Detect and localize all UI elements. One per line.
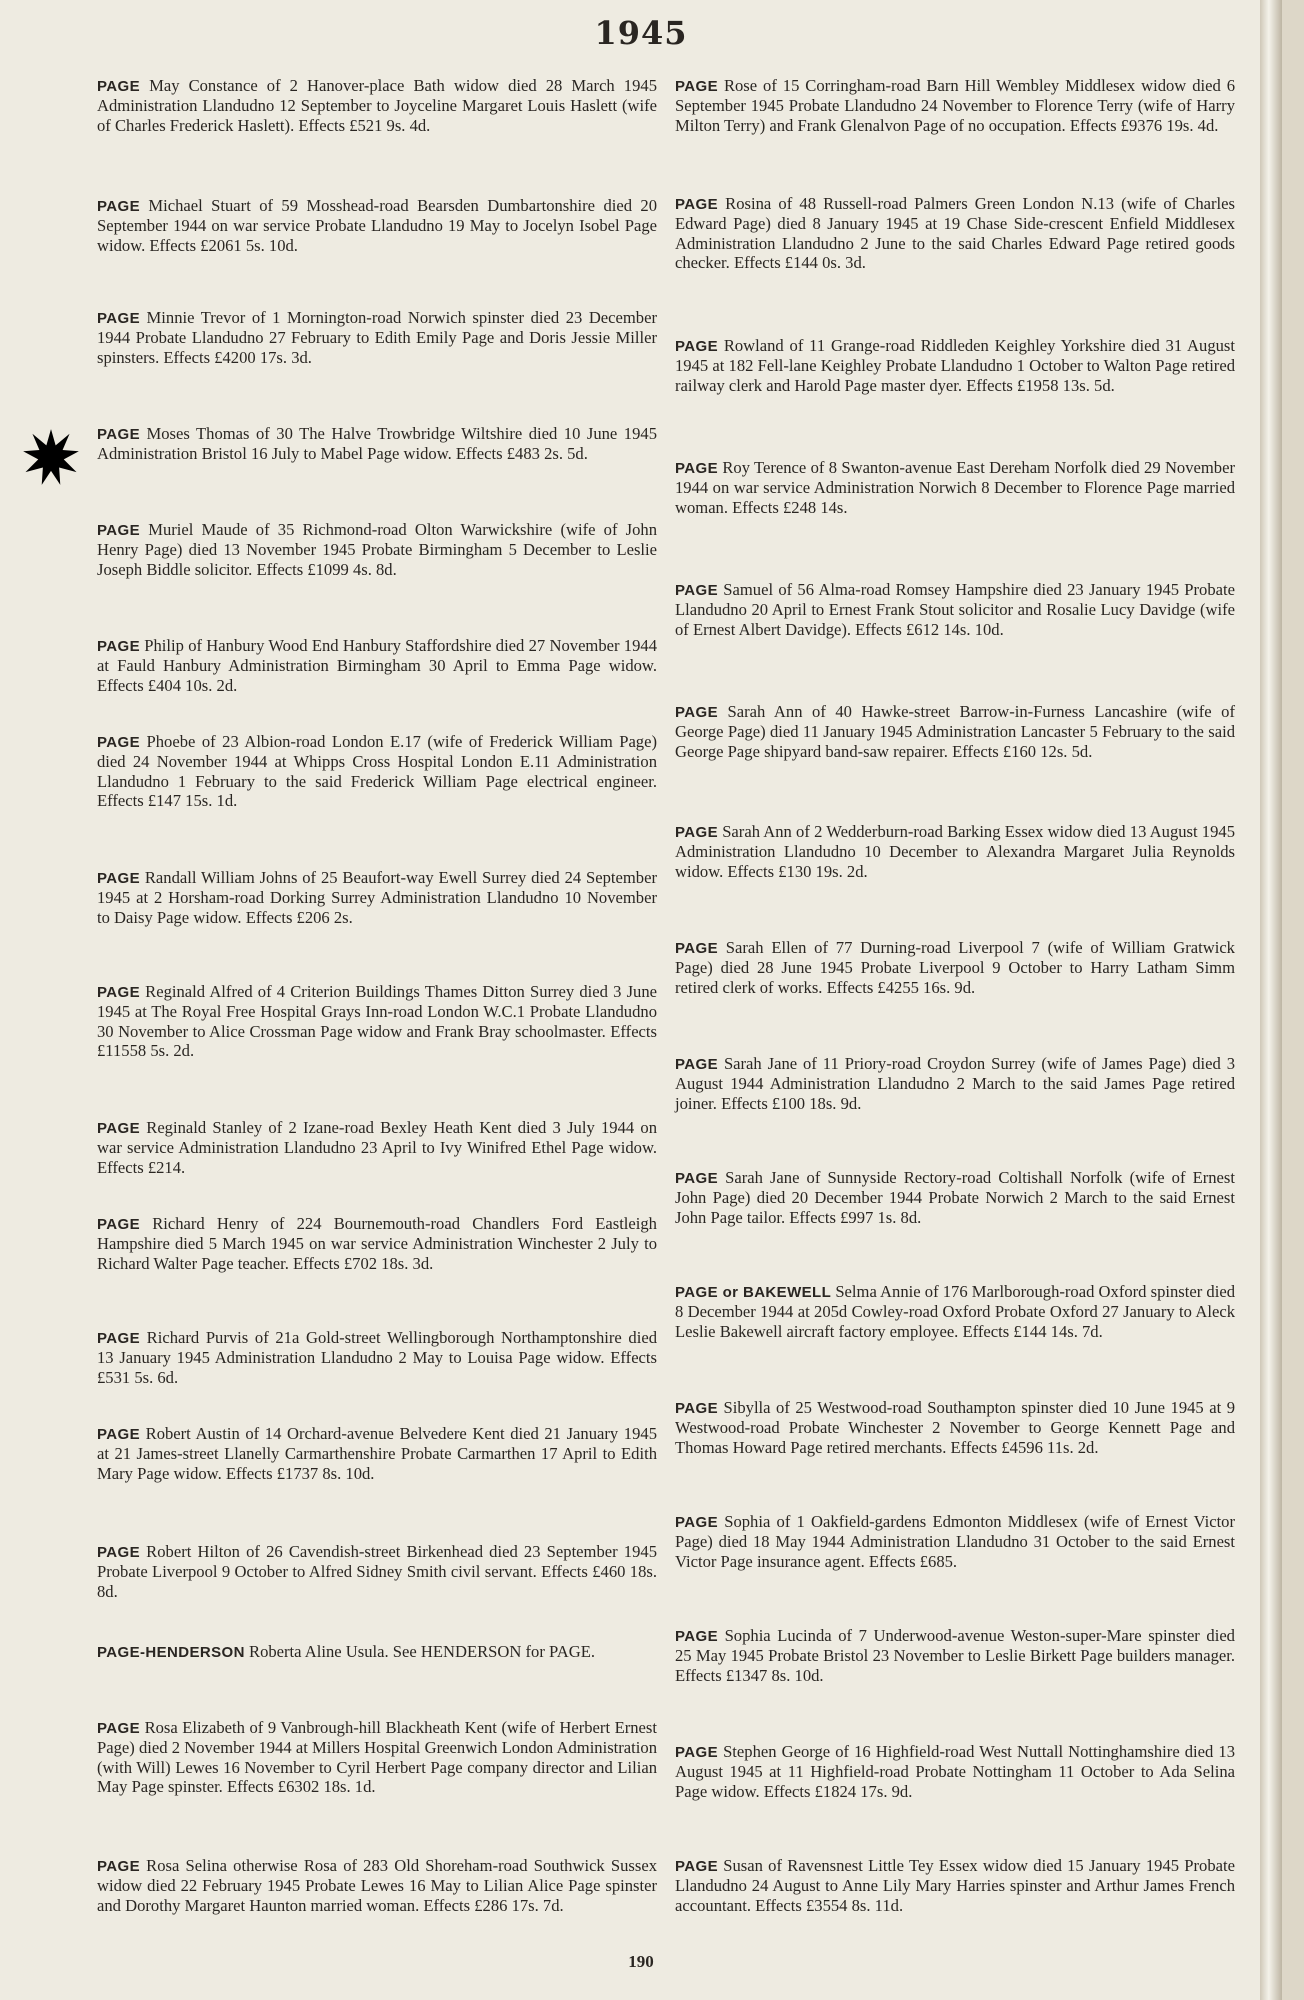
entry-text: Sarah Ann of 2 Wedderburn-road Barking Essex widow died 13 August 1945 Administration Llandudno 10 December to Alexandra Margaret Julia Reynolds widow. Effects £130 19s. 2d. bbox=[675, 822, 1235, 881]
entry-surname: PAGE bbox=[675, 1628, 718, 1645]
entry-surname: PAGE bbox=[97, 1120, 140, 1137]
register-entry bbox=[675, 1168, 1235, 1227]
register-entry bbox=[97, 1118, 657, 1177]
register-entry bbox=[675, 194, 1235, 273]
register-entry bbox=[675, 702, 1235, 761]
register-entry bbox=[675, 580, 1235, 639]
register-entry bbox=[675, 336, 1235, 395]
entry-surname: PAGE bbox=[97, 1216, 140, 1233]
register-entry bbox=[675, 822, 1235, 881]
entry-text: Reginald Stanley of 2 Izane-road Bexley Heath Kent died 3 July 1944 on war service Administration Llandudno 23 April to Ivy Winifred Ethel Page widow. Effects £214. bbox=[97, 1118, 658, 1177]
register-entry bbox=[97, 982, 657, 1061]
register-entry bbox=[97, 1542, 657, 1601]
page-year-heading: 1945 bbox=[594, 14, 688, 52]
entry-surname: PAGE bbox=[675, 1400, 718, 1417]
register-entry bbox=[97, 76, 657, 135]
entry-text: Sarah Jane of 11 Priory-road Croydon Surrey (wife of James Page) died 3 August 1944 Administration Llandudno 2 March to the said James Page retired joiner. Effects £100 18s. 9d. bbox=[675, 1054, 1235, 1113]
register-entry bbox=[675, 1742, 1235, 1801]
entry-text: Philip of Hanbury Wood End Hanbury Staffordshire died 27 November 1944 at Fauld Hanbury Administration Birmingham 30 April to Emma Page widow. Effects £404 10s. 2d. bbox=[97, 636, 657, 695]
entry-text: Michael Stuart of 59 Mosshead-road Bearsden Dumbartonshire died 20 September 1944 on war service Probate Llandudno 19 May to Jocelyn Isobel Page widow. Effects £2061 5s. 10d. bbox=[97, 196, 657, 255]
register-entry bbox=[97, 1718, 657, 1797]
entry-text: Randall William Johns of 25 Beaufort-way Ewell Surrey died 24 September 1945 at 2 Horsham-road Dorking Surrey Administration Llandudno 10 November to Daisy Page widow. Effects £206 2s. bbox=[97, 868, 657, 927]
entry-text: Sarah Ellen of 77 Durning-road Liverpool 7 (wife of William Gratwick Page) died 28 June 1945 Probate Liverpool 9 October to Harry Latham Simm retired clerk of works. Effects £4255 16s. 9d. bbox=[675, 938, 1235, 997]
entry-surname: PAGE bbox=[97, 1426, 140, 1443]
entry-surname: PAGE bbox=[97, 522, 140, 539]
register-entry bbox=[97, 520, 657, 579]
entry-text: Samuel of 56 Alma-road Romsey Hampshire died 23 January 1945 Probate Llandudno 20 April to Ernest Frank Stout solicitor and Rosalie Lucy Davidge (wife of Ernest Albert Davidge). Effects £612 14s. 10d. bbox=[675, 580, 1235, 639]
register-entry bbox=[675, 76, 1235, 135]
register-entry bbox=[97, 308, 657, 367]
register-entry bbox=[97, 196, 657, 255]
entry-text: Susan of Ravensnest Little Tey Essex widow died 15 January 1945 Probate Llandudno 24 August to Anne Lily Mary Harries spinster and Arthur James French accountant. Effects £3554 8s. 11d. bbox=[675, 1856, 1235, 1915]
entry-text: Richard Henry of 224 Bournemouth-road Chandlers Ford Eastleigh Hampshire died 5 March 1945 on war service Administration Winchester 2 July to Richard Walter Page teacher. Effects £702 18s. 3d. bbox=[97, 1214, 657, 1273]
entry-surname: PAGE bbox=[675, 582, 718, 599]
register-entry bbox=[675, 1054, 1235, 1113]
entry-surname: PAGE bbox=[675, 1858, 718, 1875]
entry-text: Richard Purvis of 21a Gold-street Wellingborough Northamptonshire died 13 January 1945 Administration Llandudno 2 May to Louisa Page widow. Effects £531 5s. 6d. bbox=[97, 1328, 657, 1387]
entry-surname: PAGE bbox=[97, 1544, 140, 1561]
page-number: 190 bbox=[628, 1952, 654, 1971]
register-entry bbox=[97, 1424, 657, 1483]
register-entry bbox=[675, 458, 1235, 517]
entry-text: Sibylla of 25 Westwood-road Southampton spinster died 10 June 1945 at 9 Westwood-road Probate Winchester 2 November to George Kennett Page and Thomas Howard Page retired merchants. Effects £4596 11s. 2d. bbox=[675, 1398, 1235, 1457]
entry-surname: PAGE bbox=[97, 1720, 140, 1737]
entry-text: May Constance of 2 Hanover-place Bath widow died 28 March 1945 Administration Llandudno 12 September to Joyceline Margaret Louis Haslett (wife of Charles Frederick Haslett). Effects £521 9s. 4d. bbox=[97, 76, 657, 135]
entry-surname: PAGE bbox=[97, 638, 140, 655]
entry-surname: PAGE bbox=[675, 1056, 718, 1073]
entry-surname: PAGE bbox=[675, 78, 718, 95]
entry-surname: PAGE bbox=[97, 426, 140, 443]
register-entry bbox=[97, 424, 657, 464]
register-entry bbox=[675, 1398, 1235, 1457]
entry-text: Robert Hilton of 26 Cavendish-street Birkenhead died 23 September 1945 Probate Liverpool 9 October to Alfred Sidney Smith civil servant. Effects £460 18s. 8d. bbox=[97, 1542, 657, 1601]
entry-text: Rosa Selina otherwise Rosa of 283 Old Shoreham-road Southwick Sussex widow died 22 February 1945 Probate Lewes 16 May to Lilian Alice Page spinster and Dorothy Margaret Haunton married woman. Effects £286 17s. 7d. bbox=[97, 1856, 657, 1915]
entry-text: Rosa Elizabeth of 9 Vanbrough-hill Blackheath Kent (wife of Herbert Ernest Page) died 2 November 1944 at Millers Hospital Greenwich London Administration (with Will) Lewes 16 November to Cyril Herbert Page company director and Lilian May Page spinster. Effects £6302 18s. 1d. bbox=[97, 1718, 657, 1797]
register-entry bbox=[97, 868, 657, 927]
register-entry bbox=[97, 1642, 657, 1662]
entry-text: Roberta Aline Usula. See HENDERSON for PAGE. bbox=[249, 1642, 595, 1661]
entry-text: Muriel Maude of 35 Richmond-road Olton Warwickshire (wife of John Henry Page) died 13 November 1945 Probate Birmingham 5 December to Leslie Joseph Biddle solicitor. Effects £1099 4s. 8d. bbox=[97, 520, 657, 579]
entry-surname: PAGE bbox=[675, 338, 718, 355]
register-entry bbox=[675, 1626, 1235, 1685]
entry-surname: PAGE bbox=[675, 1514, 718, 1531]
entry-surname: PAGE bbox=[675, 1170, 718, 1187]
register-entry bbox=[97, 1328, 657, 1387]
entry-text: Selma Annie of 176 Marlborough-road Oxford spinster died 8 December 1944 at 205d Cowley-road Oxford Probate Oxford 27 January to Aleck Leslie Bakewell aircraft factory employee. Effects £144 14s. 7d. bbox=[675, 1282, 1235, 1341]
entry-surname: PAGE bbox=[97, 78, 140, 95]
page-edge bbox=[1260, 0, 1282, 2000]
entry-text: Minnie Trevor of 1 Mornington-road Norwich spinster died 23 December 1944 Probate Llandudno 27 February to Edith Emily Page and Doris Jessie Miller spinsters. Effects £4200 17s. 3d. bbox=[97, 308, 657, 367]
entry-text: Moses Thomas of 30 The Halve Trowbridge Wiltshire died 10 June 1945 Administration Bristol 16 July to Mabel Page widow. Effects £483 2s. 5d. bbox=[97, 424, 657, 464]
entry-surname: PAGE bbox=[675, 940, 718, 957]
entry-text: Rowland of 11 Grange-road Riddleden Keighley Yorkshire died 31 August 1945 at 182 Fell-lane Keighley Probate Llandudno 1 October to Walton Page retired railway clerk and Harold Page master dyer. Effects £1958 13s. 5d. bbox=[675, 336, 1235, 395]
entry-text: Phoebe of 23 Albion-road London E.17 (wife of Frederick William Page) died 24 November 1944 at Whipps Cross Hospital London E.11 Administration Llandudno 1 February to the said Frederick William Page electrical engineer. Effects £147 15s. 1d. bbox=[97, 732, 657, 811]
entry-surname: PAGE bbox=[97, 198, 140, 215]
entry-text: Stephen George of 16 Highfield-road West Nuttall Nottinghamshire died 13 August 1945 at 11 Highfield-road Probate Nottingham 11 October to Ada Selina Page widow. Effects £1824 17s. 9d. bbox=[675, 1742, 1235, 1801]
entry-surname: PAGE or BAKEWELL bbox=[675, 1284, 832, 1301]
entry-text: Roy Terence of 8 Swanton-avenue East Dereham Norfolk died 29 November 1944 on war service Administration Norwich 8 December to Florence Page married woman. Effects £248 14s. bbox=[675, 458, 1235, 517]
entry-text: Robert Austin of 14 Orchard-avenue Belvedere Kent died 21 January 1945 at 21 James-street Llanelly Carmarthenshire Probate Carmarthen 17 April to Edith Mary Page widow. Effects £1737 8s. 10d. bbox=[97, 1424, 657, 1483]
register-entry bbox=[675, 1512, 1235, 1571]
entry-text: Sarah Jane of Sunnyside Rectory-road Coltishall Norfolk (wife of Ernest John Page) died 20 December 1944 Probate Norwich 2 March to the said Ernest John Page tailor. Effects £997 1s. 8d. bbox=[675, 1168, 1235, 1227]
register-entry bbox=[97, 732, 657, 811]
entry-surname: PAGE bbox=[97, 984, 140, 1001]
register-entry bbox=[675, 938, 1235, 997]
entry-surname: PAGE bbox=[675, 460, 718, 477]
entry-surname: PAGE bbox=[97, 734, 140, 751]
entry-surname: PAGE bbox=[97, 1858, 140, 1875]
entry-text: Rose of 15 Corringham-road Barn Hill Wembley Middlesex widow died 6 September 1945 Probate Llandudno 24 November to Florence Terry (wife of Harry Milton Terry) and Frank Glenalvon Page of no occupation. Effects £9376 19s. 4d. bbox=[675, 76, 1236, 135]
register-entry bbox=[97, 1856, 657, 1915]
entry-text: Sophia Lucinda of 7 Underwood-avenue Weston-super-Mare spinster died 25 May 1945 Probate Bristol 23 November to Leslie Birkett Page builders manager. Effects £1347 8s. 10d. bbox=[675, 1626, 1235, 1685]
asterisk-star-icon bbox=[22, 428, 80, 486]
entry-surname: PAGE-HENDERSON bbox=[97, 1644, 245, 1661]
entry-surname: PAGE bbox=[675, 1744, 718, 1761]
entry-text: Sophia of 1 Oakfield-gardens Edmonton Middlesex (wife of Ernest Victor Page) died 18 May 1944 Administration Llandudno 31 October to the said Ernest Victor Page insurance agent. Effects £685. bbox=[675, 1512, 1235, 1571]
entry-surname: PAGE bbox=[675, 824, 718, 841]
entry-text: Reginald Alfred of 4 Criterion Buildings Thames Ditton Surrey died 3 June 1945 at The Royal Free Hospital Grays Inn-road London W.C.1 Probate Llandudno 30 November to Alice Crossman Page widow and Frank Bray schoolmaster. Effects £11558 5s. 2d. bbox=[97, 982, 657, 1061]
entry-text: Sarah Ann of 40 Hawke-street Barrow-in-Furness Lancashire (wife of George Page) died 11 January 1945 Administration Lancaster 5 February to the said George Page shipyard band-saw repairer. Effects £160 12s. 5d. bbox=[675, 702, 1235, 761]
register-entry bbox=[97, 1214, 657, 1273]
entry-surname: PAGE bbox=[97, 310, 140, 327]
entry-surname: PAGE bbox=[675, 704, 718, 721]
entry-surname: PAGE bbox=[97, 1330, 140, 1347]
entry-text: Rosina of 48 Russell-road Palmers Green London N.13 (wife of Charles Edward Page) died 8 January 1945 at 19 Chase Side-crescent Enfield Middlesex Administration Llandudno 2 June to the said Charles Edward Page retired goods checker. Effects £144 0s. 3d. bbox=[675, 194, 1235, 273]
entry-surname: PAGE bbox=[675, 196, 718, 213]
register-entry bbox=[675, 1856, 1235, 1915]
register-entry bbox=[97, 636, 657, 695]
register-entry bbox=[675, 1282, 1235, 1341]
entry-surname: PAGE bbox=[97, 870, 140, 887]
